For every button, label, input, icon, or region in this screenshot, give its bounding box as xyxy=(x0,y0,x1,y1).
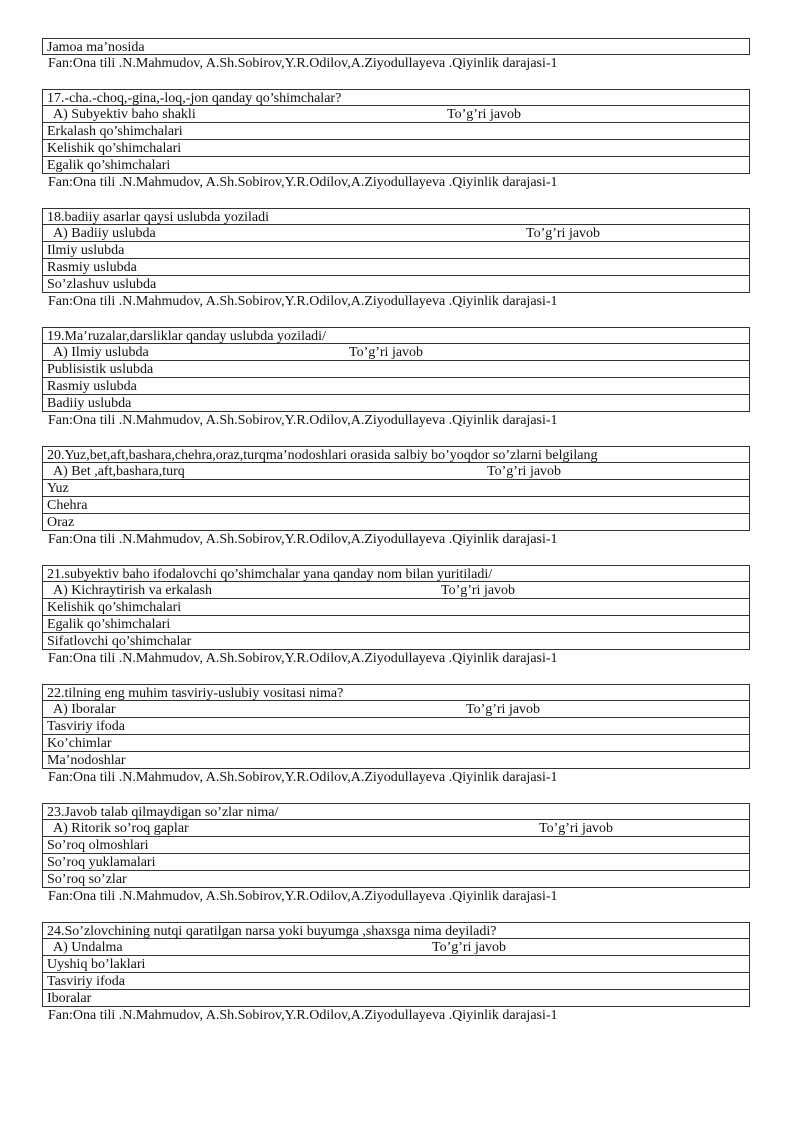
option-row: Kelishik qo’shimchalari xyxy=(42,599,750,616)
option-row: Ilmiy uslubda xyxy=(42,242,750,259)
option-row: Egalik qo’shimchalari xyxy=(42,616,750,633)
question-block xyxy=(42,922,750,1024)
option-row: Ma’nodoshlar xyxy=(42,752,750,769)
option-row: So’zlashuv uslubda xyxy=(42,276,750,293)
question-block xyxy=(42,89,750,208)
previous-option-row xyxy=(42,38,750,55)
answer-a-text: A) Ritorik so’roq gaplar xyxy=(53,821,189,836)
footer-line: Fan:Ona tili .N.Mahmudov, A.Sh.Sobirov,Y.R.Odilov,A.Ziyodullayeva .Qiyinlik darajasi-1 xyxy=(48,294,558,309)
option-row: Rasmiy uslubda xyxy=(42,378,750,395)
option-row: Rasmiy uslubda xyxy=(42,259,750,276)
footer-line: Fan:Ona tili .N.Mahmudov, A.Sh.Sobirov,Y.R.Odilov,A.Ziyodullayeva .Qiyinlik darajasi-1 xyxy=(48,770,558,785)
question-text: 21.subyektiv baho ifodalovchi qo’shimchalar yana qanday nom bilan yuritiladi/ xyxy=(42,565,750,582)
answer-a-text: A) Ilmiy uslubda xyxy=(53,345,149,360)
option-row: Egalik qo’shimchalari xyxy=(42,157,750,174)
answer-a-row xyxy=(42,463,750,480)
question-text: 23.Javob talab qilmaydigan so’zlar nima/ xyxy=(42,803,750,820)
question-text: 17.-cha.-choq,-gina,-loq,-jon qanday qo’shimchalar? xyxy=(42,89,750,106)
answer-a-text: A) Bet ,aft,bashara,turq xyxy=(53,464,185,479)
option-row: Yuz xyxy=(42,480,750,497)
footer-line: Fan:Ona tili .N.Mahmudov, A.Sh.Sobirov,Y.R.Odilov,A.Ziyodullayeva .Qiyinlik darajasi-1 xyxy=(48,56,558,71)
option-row: Tasviriy ifoda xyxy=(42,718,750,735)
footer-line: Fan:Ona tili .N.Mahmudov, A.Sh.Sobirov,Y.R.Odilov,A.Ziyodullayeva .Qiyinlik darajasi-1 xyxy=(48,175,558,190)
question-text: 22.tilning eng muhim tasviriy-uslubiy vositasi nima? xyxy=(42,684,750,701)
answer-a-row xyxy=(42,106,750,123)
option-row: Kelishik qo’shimchalari xyxy=(42,140,750,157)
spacer xyxy=(42,548,750,565)
option-row: Iboralar xyxy=(42,990,750,1007)
answer-a-row xyxy=(42,939,750,956)
option-row: So’roq yuklamalari xyxy=(42,854,750,871)
question-block xyxy=(42,327,750,446)
spacer xyxy=(42,667,750,684)
correct-answer-label: To’g’ri javob xyxy=(349,345,424,360)
spacer xyxy=(42,191,750,208)
option-row: Publisistik uslubda xyxy=(42,361,750,378)
answer-a-row xyxy=(42,344,750,361)
question-block xyxy=(42,208,750,327)
spacer xyxy=(42,310,750,327)
question-text: 19.Ma’ruzalar,darsliklar qanday uslubda yoziladi/ xyxy=(42,327,750,344)
option-row: Chehra xyxy=(42,497,750,514)
footer-line: Fan:Ona tili .N.Mahmudov, A.Sh.Sobirov,Y.R.Odilov,A.Ziyodullayeva .Qiyinlik darajasi-1 xyxy=(48,1008,558,1023)
question-text: 24.So’zlovchining nutqi qaratilgan narsa yoki buyumga ,shaxsga nima deyiladi? xyxy=(42,922,750,939)
question-text: 18.badiiy asarlar qaysi uslubda yoziladi xyxy=(42,208,750,225)
answer-a-row xyxy=(42,225,750,242)
option-row: Uyshiq bo’laklari xyxy=(42,956,750,973)
footer-line: Fan:Ona tili .N.Mahmudov, A.Sh.Sobirov,Y.R.Odilov,A.Ziyodullayeva .Qiyinlik darajasi-1 xyxy=(48,413,558,428)
answer-a-text: A) Iboralar xyxy=(53,702,116,717)
spacer xyxy=(42,786,750,803)
answer-a-text: A) Kichraytirish va erkalash xyxy=(53,583,212,598)
option-row: So’roq olmoshlari xyxy=(42,837,750,854)
correct-answer-label: To’g’ri javob xyxy=(539,821,614,836)
option-text: Jamoa ma’nosida xyxy=(47,40,145,55)
question-block xyxy=(42,446,750,565)
option-row: Sifatlovchi qo’shimchalar xyxy=(42,633,750,650)
answer-a-row xyxy=(42,820,750,837)
option-row: Erkalash qo’shimchalari xyxy=(42,123,750,140)
option-row: Badiiy uslubda xyxy=(42,395,750,412)
question-block xyxy=(42,684,750,803)
answer-a-text: A) Badiiy uslubda xyxy=(53,226,156,241)
option-row: Ko’chimlar xyxy=(42,735,750,752)
correct-answer-label: To’g’ri javob xyxy=(441,583,516,598)
correct-answer-label: To’g’ri javob xyxy=(487,464,562,479)
correct-answer-label: To’g’ri javob xyxy=(447,107,522,122)
question-block xyxy=(42,803,750,922)
footer-line: Fan:Ona tili .N.Mahmudov, A.Sh.Sobirov,Y.R.Odilov,A.Ziyodullayeva .Qiyinlik darajasi-1 xyxy=(48,651,558,666)
correct-answer-label: To’g’ri javob xyxy=(466,702,541,717)
spacer xyxy=(42,905,750,922)
spacer xyxy=(42,72,750,89)
option-row: Oraz xyxy=(42,514,750,531)
option-row: Tasviriy ifoda xyxy=(42,973,750,990)
question-block xyxy=(42,565,750,684)
option-row: So’roq so’zlar xyxy=(42,871,750,888)
spacer xyxy=(42,429,750,446)
answer-a-row xyxy=(42,701,750,718)
test-page xyxy=(42,38,750,1024)
answer-a-row xyxy=(42,582,750,599)
footer-line: Fan:Ona tili .N.Mahmudov, A.Sh.Sobirov,Y.R.Odilov,A.Ziyodullayeva .Qiyinlik darajasi-1 xyxy=(48,889,558,904)
correct-answer-label: To’g’ri javob xyxy=(432,940,507,955)
question-text: 20.Yuz,bet,aft,bashara,chehra,oraz,turqma’nodoshlari orasida salbiy bo’yoqdor so’zlarni belgilang xyxy=(42,446,750,463)
correct-answer-label: To’g’ri javob xyxy=(526,226,601,241)
answer-a-text: A) Undalma xyxy=(53,940,123,955)
answer-a-text: A) Subyektiv baho shakli xyxy=(53,107,196,122)
footer-line: Fan:Ona tili .N.Mahmudov, A.Sh.Sobirov,Y.R.Odilov,A.Ziyodullayeva .Qiyinlik darajasi-1 xyxy=(48,532,558,547)
